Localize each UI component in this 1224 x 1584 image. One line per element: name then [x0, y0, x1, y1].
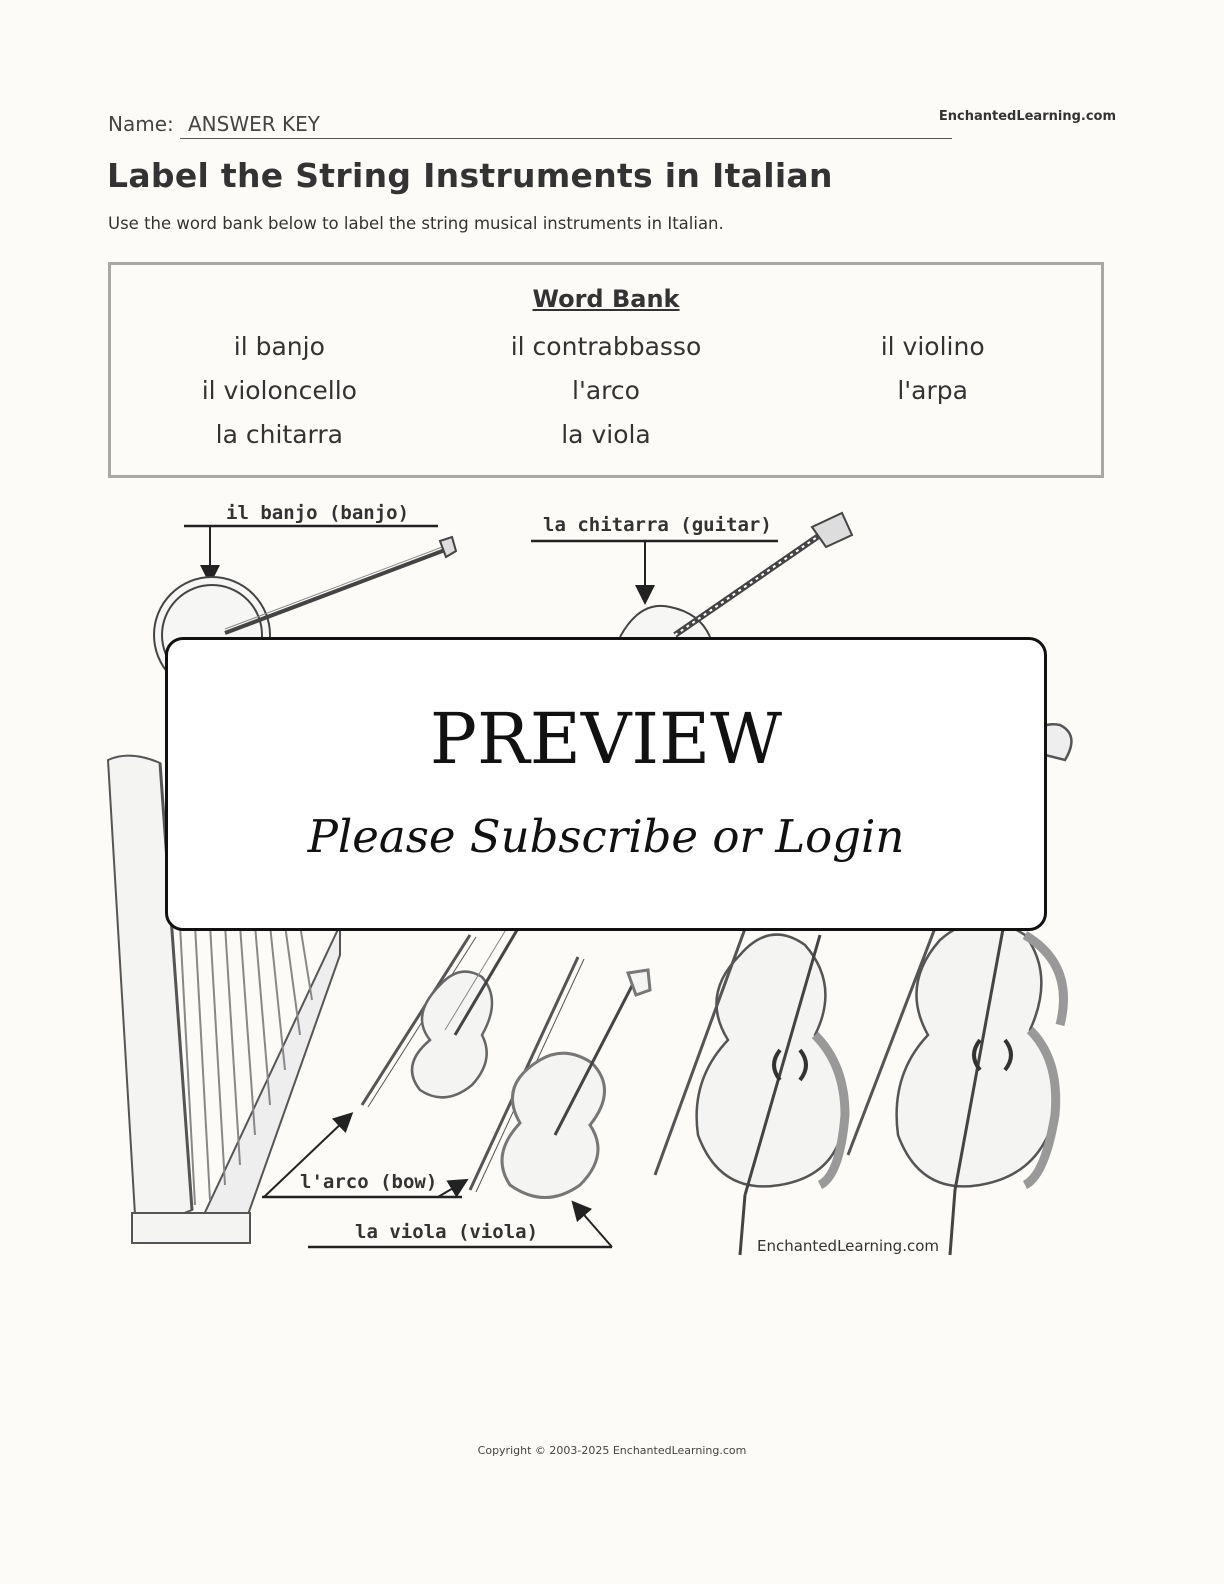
page-title: Label the String Instruments in Italian: [107, 156, 833, 195]
name-value: ANSWER KEY: [188, 112, 320, 136]
name-label: Name:: [108, 112, 174, 136]
word-bank-grid: [116, 331, 1096, 451]
word-bank-word: l'arpa: [897, 376, 968, 405]
word-bank-title: Word Bank: [532, 285, 680, 313]
word-bank-word: il contrabbasso: [510, 332, 702, 361]
word-bank-word: la viola: [561, 420, 651, 449]
illustration-credit: EnchantedLearning.com: [757, 1237, 939, 1255]
word-bank-word: la chitarra: [215, 420, 343, 449]
label-bow: l'arco (bow): [300, 1171, 438, 1193]
word-bank-word: il violino: [880, 332, 985, 361]
site-logo-text: EnchantedLearning.com: [938, 109, 1116, 124]
label-guitar: la chitarra (guitar): [543, 514, 772, 536]
word-bank-word: il banjo: [233, 332, 325, 361]
preview-title: PREVIEW: [429, 698, 783, 780]
label-banjo: il banjo (banjo): [226, 502, 410, 524]
copyright: Copyright © 2003-2025 EnchantedLearning.com: [477, 1444, 747, 1457]
preview-subtitle: Please Subscribe or Login: [307, 810, 905, 863]
word-bank-word: [769, 419, 1096, 451]
name-field: [180, 110, 952, 139]
instructions: Use the word bank below to label the string musical instruments in Italian.: [108, 214, 724, 233]
word-bank: [108, 262, 1104, 478]
cello-icon: [655, 915, 845, 1255]
viola-icon: [502, 970, 650, 1198]
name-row: [108, 110, 952, 140]
word-bank-word: il violoncello: [201, 376, 357, 405]
label-viola: la viola (viola): [355, 1221, 539, 1243]
word-bank-word: l'arco: [572, 376, 640, 405]
preview-overlay[interactable]: [165, 637, 1047, 931]
violin-icon: [412, 923, 520, 1097]
